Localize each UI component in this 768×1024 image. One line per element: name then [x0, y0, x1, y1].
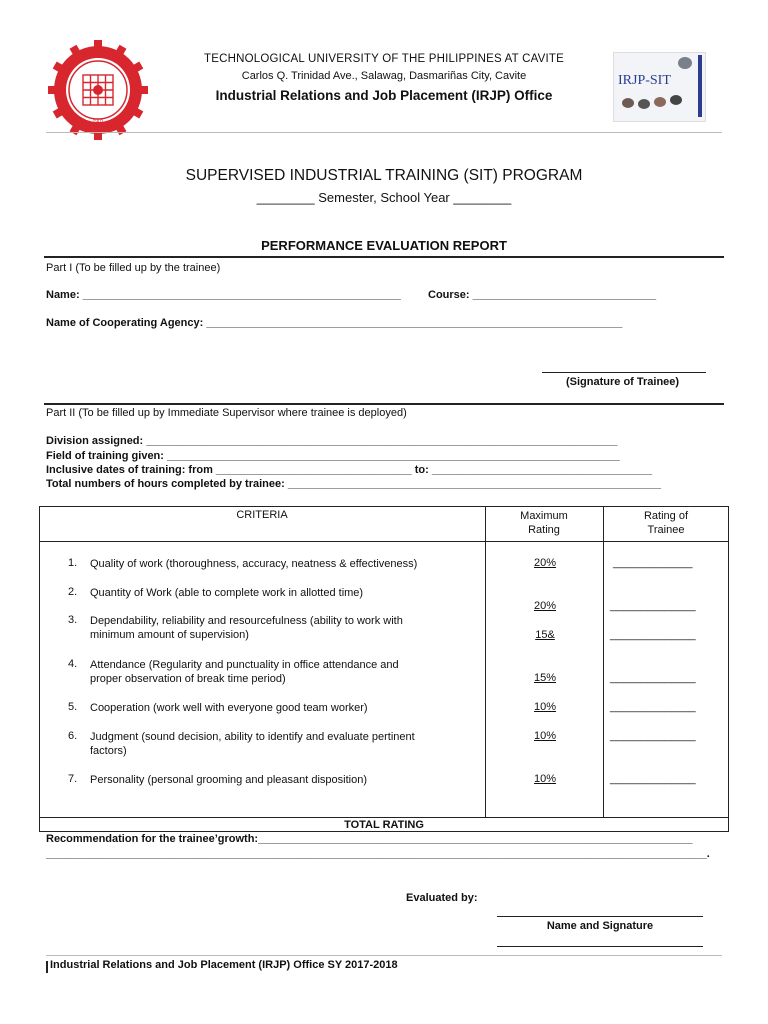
max-rating-value: 15% [533, 672, 557, 684]
header-trainee-rating [603, 509, 729, 537]
course-blank[interactable]: ______________________________ [472, 289, 657, 301]
criteria-number: 2. [68, 586, 78, 598]
criteria-line1: Quantity of Work (able to complete work in allotted time) [90, 587, 364, 599]
trainee-rating-blank[interactable]: ______________ [610, 672, 696, 684]
criteria-number: 6. [68, 730, 78, 742]
criteria-line1: Personality (personal grooming and pleasant disposition) [90, 774, 367, 786]
header-max-line1: Maximum [520, 510, 568, 522]
total-hours-field[interactable] [46, 478, 661, 490]
recommendation-field[interactable] [46, 833, 692, 845]
max-rating-value: 15& [535, 629, 555, 641]
report-title-rule [44, 256, 724, 258]
report-title: PERFORMANCE EVALUATION REPORT [261, 238, 507, 253]
name-blank[interactable]: ____________________________________________________ [82, 289, 401, 301]
division-label: Division assigned: [46, 435, 147, 447]
criteria-text [90, 658, 399, 686]
criteria-text [90, 773, 367, 787]
max-rating-value: 20% [533, 557, 557, 569]
course-field[interactable] [428, 289, 656, 301]
max-rating-value: 20% [533, 600, 557, 612]
max-rating-value: 10% [533, 730, 557, 742]
header-max-line2: Rating [528, 524, 560, 536]
trainee-rating-blank[interactable]: ______________ [610, 773, 696, 785]
trainee-name-field[interactable] [46, 289, 401, 301]
recommendation-blank-1[interactable]: _______________________________________________________________________ [258, 833, 693, 845]
criteria-line1: Cooperation (work well with everyone good team worker) [90, 702, 368, 714]
part2-heading: Part II (To be filled up by Immediate Supervisor where trainee is deployed) [46, 407, 407, 419]
part2-rule [44, 403, 724, 405]
max-rating-value: 10% [533, 701, 557, 713]
criteria-text [90, 701, 368, 715]
logo-photo-4 [654, 97, 666, 107]
evaluator-signature-line[interactable] [497, 916, 703, 917]
semester-line[interactable]: ________ Semester, School Year ________ [256, 190, 512, 205]
agency-blank[interactable]: ____________________________________________________________________ [206, 317, 623, 329]
criteria-text [90, 730, 415, 758]
total-rating-label: TOTAL RATING [344, 819, 424, 831]
criteria-line2: proper observation of break time period) [90, 673, 286, 685]
agency-field[interactable] [46, 317, 622, 329]
irjp-logo-text: IRJP-SIT [618, 73, 671, 88]
seal-icon [46, 38, 150, 142]
university-address: Carlos Q. Trinidad Ave., Salawag, Dasmariñas City, Cavite [241, 70, 527, 82]
recommendation-label: Recommendation for the trainee’growth: [46, 833, 259, 845]
university-name: TECHNOLOGICAL UNIVERSITY OF THE PHILIPPINES AT CAVITE [204, 53, 564, 65]
logo-photo-5 [670, 95, 682, 105]
footer-rule [46, 955, 722, 956]
field-blank[interactable]: __________________________________________________________________________ [167, 450, 620, 462]
criteria-line1: Judgment (sound decision, ability to identify and evaluate pertinent [90, 731, 415, 743]
table-header-rule [39, 541, 729, 542]
date-signature-line[interactable] [497, 946, 703, 947]
field-label: Field of training given: [46, 450, 167, 462]
division-field[interactable] [46, 435, 617, 447]
recommendation-blank-2[interactable]: ____________________________________________________________________________________________________________. [46, 848, 710, 860]
field-of-training-field[interactable] [46, 450, 620, 462]
dates-to-blank[interactable]: ____________________________________ [431, 464, 653, 476]
criteria-line1: Quality of work (thoroughness, accuracy, neatness & effectiveness) [90, 558, 418, 570]
hours-label: Total numbers of hours completed by trainee: [46, 478, 288, 490]
criteria-number: 5. [68, 701, 78, 713]
office-name: Industrial Relations and Job Placement (IRJP) Office [215, 88, 553, 103]
logo-photo-2 [622, 98, 634, 108]
table-col-divider-2 [603, 506, 604, 817]
trainee-rating-blank[interactable]: _____________ [613, 557, 693, 569]
training-dates-field[interactable] [46, 464, 652, 476]
program-title: SUPERVISED INDUSTRIAL TRAINING (SIT) PROGRAM [185, 167, 583, 184]
course-label: Course: [428, 289, 473, 301]
logo-photo-1 [678, 57, 692, 69]
trainee-rating-blank[interactable]: ______________ [610, 600, 696, 612]
trainee-signature-line[interactable] [542, 372, 706, 373]
criteria-number: 3. [68, 614, 78, 626]
dates-label: Inclusive dates of training: from [46, 464, 216, 476]
criteria-line1: Dependability, reliability and resourcefulness (ability to work with [90, 615, 403, 627]
hours-blank[interactable]: _____________________________________________________________ [287, 478, 662, 490]
agency-label: Name of Cooperating Agency: [46, 317, 207, 329]
criteria-number: 4. [68, 658, 78, 670]
name-signature-label: Name and Signature [546, 920, 654, 932]
criteria-line2: minimum amount of supervision) [90, 629, 249, 641]
header-rating-line1: Rating of [643, 510, 689, 522]
criteria-line1: Attendance (Regularity and punctuality in office attendance and [90, 659, 399, 671]
svg-text:1901: 1901 [92, 119, 104, 125]
header-max-rating [485, 509, 603, 537]
criteria-number: 1. [68, 557, 78, 569]
university-seal [46, 38, 150, 142]
trainee-rating-blank[interactable]: ______________ [610, 701, 696, 713]
header-divider [46, 132, 722, 133]
logo-photo-3 [638, 99, 650, 109]
evaluated-by-label: Evaluated by: [406, 892, 478, 904]
dates-to-label: to: [411, 464, 432, 476]
dates-from-blank[interactable]: ________________________________ [215, 464, 412, 476]
irjp-sit-logo [613, 52, 706, 122]
criteria-number: 7. [68, 773, 78, 785]
name-label: Name: [46, 289, 83, 301]
trainee-signature-label: (Signature of Trainee) [566, 376, 680, 388]
footer-bar [46, 961, 48, 973]
part1-heading: Part I (To be filled up by the trainee) [46, 262, 221, 274]
criteria-text [90, 614, 403, 642]
table-total-rule [39, 817, 729, 818]
header-criteria: CRITERIA [236, 509, 288, 521]
trainee-rating-blank[interactable]: ______________ [610, 730, 696, 742]
max-rating-value: 10% [533, 773, 557, 785]
criteria-text [90, 557, 417, 571]
table-col-divider-1 [485, 506, 486, 817]
logo-bar [698, 55, 702, 117]
criteria-text [90, 586, 363, 600]
trainee-rating-blank[interactable]: ______________ [610, 629, 696, 641]
footer-text: Industrial Relations and Job Placement (IRJP) Office SY 2017-2018 [50, 959, 398, 971]
criteria-line2: factors) [90, 745, 127, 757]
header-rating-line2: Trainee [647, 524, 685, 536]
division-blank[interactable]: _____________________________________________________________________________ [146, 435, 618, 447]
